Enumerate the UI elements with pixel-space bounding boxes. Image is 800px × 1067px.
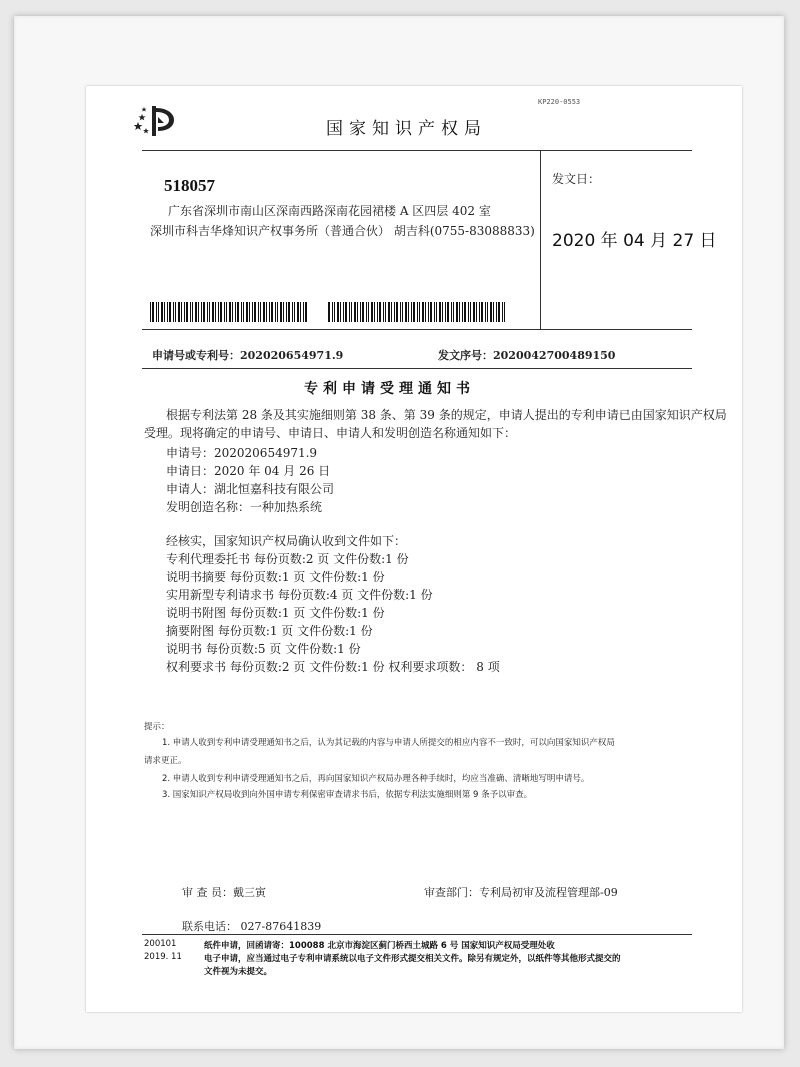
- form-code: KP220-0553: [538, 98, 581, 106]
- file-item: 实用新型专利请求书 每份页数:4 页 文件份数:1 份: [166, 588, 433, 602]
- file-item: 说明书附图 每份页数:1 页 文件份数:1 份: [166, 606, 385, 620]
- id-row-bottom-rule: [142, 368, 692, 369]
- file-item: 摘要附图 每份页数:1 页 文件份数:1 份: [166, 624, 373, 638]
- picture-frame: [14, 16, 784, 1049]
- date-column-divider: [540, 150, 541, 330]
- barcode-left: [150, 302, 310, 322]
- examining-department: 审查部门：专利局初审及流程管理部-09: [424, 886, 618, 899]
- file-item: 说明书 每份页数:5 页 文件份数:1 份: [166, 642, 361, 656]
- footer-code-2: 2019. 11: [144, 952, 182, 962]
- contact-phone: 联系电话： 027-87641839: [182, 920, 322, 933]
- verified-statement: 经核实，国家知识产权局确认收到文件如下：: [166, 534, 407, 548]
- tips-label: 提示：: [144, 722, 170, 732]
- postcode: 518057: [164, 176, 215, 195]
- tip-1-line-2: 请求更正。: [144, 756, 187, 766]
- intro-line-1: 根据专利法第 28 条及其实施细则第 38 条、第 39 条的规定，申请人提出的专利申请已由国家知识产权局: [166, 408, 727, 422]
- field-invention-name: 发明创造名称：一种加热系统: [166, 500, 323, 514]
- cnipa-logo-icon: [134, 104, 178, 138]
- tip-1-line-1: 1. 申请人收到专利申请受理通知书之后，认为其记载的内容与申请人所提交的相应内容不一致时，可以向国家知识产权局: [162, 738, 615, 748]
- office-title: 国家知识产权局: [326, 119, 487, 139]
- send-date-label: 发文日：: [552, 172, 601, 186]
- id-row-top-rule: [142, 329, 692, 330]
- field-application-date: 申请日：2020 年 04 月 26 日: [166, 464, 331, 478]
- footer-line-2: 电子申请，应当通过电子专利申请系统以电子文件形式提交相关文件。除另有规定外，以纸件等其他形式提交的: [204, 954, 621, 964]
- file-item: 专利代理委托书 每份页数:2 页 文件份数:1 份: [166, 552, 409, 566]
- field-applicant: 申请人：湖北恒嘉科技有限公司: [166, 482, 335, 496]
- document-page: [86, 86, 742, 1012]
- notice-title: 专利申请受理通知书: [304, 381, 475, 397]
- recipient-agency: 深圳市科吉华烽知识产权事务所（普通合伙） 胡吉科(0755-83088833): [150, 224, 535, 238]
- file-item: 说明书摘要 每份页数:1 页 文件份数:1 份: [166, 570, 385, 584]
- header-rule: [142, 150, 692, 151]
- barcode-right: [328, 302, 508, 322]
- send-date: 2020 年 04 月 27 日: [552, 231, 717, 251]
- intro-line-2: 受理。现将确定的申请号、申请日、申请人和发明创造名称通知如下：: [144, 426, 517, 440]
- field-application-number: 申请号：202020654971.9: [166, 446, 318, 460]
- tip-2: 2. 申请人收到专利申请受理通知书之后，再向国家知识产权局办理各种手续时，均应当准确、清晰地写明申请号。: [162, 774, 590, 784]
- application-number: 申请号或专利号：202020654971.9: [152, 349, 344, 362]
- examiner: 审 查 员：戴三寅: [182, 886, 266, 899]
- file-item: 权利要求书 每份页数:2 页 文件份数:1 份 权利要求项数： 8 项: [166, 660, 500, 674]
- tip-3: 3. 国家知识产权局收到向外国申请专利保密审查请求书后，依据专利法实施细则第 9 条予以审查。: [162, 790, 533, 800]
- footer-line-3: 文件视为未提交。: [204, 967, 273, 977]
- footer-line-1: 纸件申请，回函请寄：100088 北京市海淀区蓟门桥西土城路 6 号 国家知识产权局受理处收: [204, 941, 555, 951]
- footer-rule: [142, 934, 692, 935]
- footer-code-1: 200101: [144, 939, 177, 949]
- document-serial-number: 发文序号：2020042700489150: [438, 349, 616, 362]
- recipient-address: 广东省深圳市南山区深南西路深南花园裙楼 A 区四层 402 室: [168, 204, 491, 218]
